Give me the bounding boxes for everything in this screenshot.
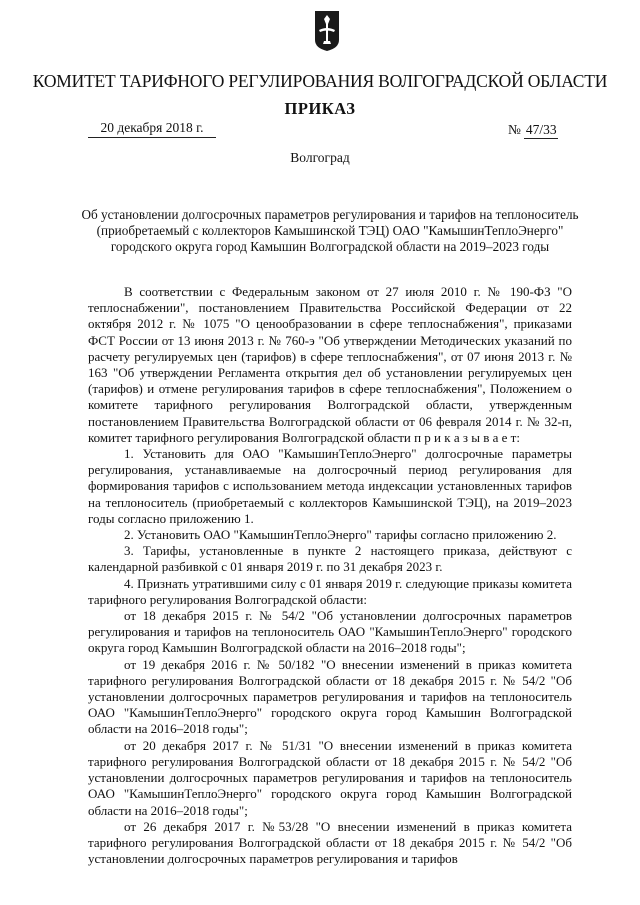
number-value: 47/33: [525, 122, 557, 137]
paragraph: 2. Установить ОАО "КамышинТеплоЭнерго" тарифы согласно приложению 2.: [124, 527, 557, 543]
document-type: ПРИКАЗ: [284, 99, 356, 118]
number-label: №: [508, 122, 521, 137]
document-number: [508, 122, 558, 139]
paragraph: 4. Признать утратившими силу с 01 января 2019 г. следующие приказы комитета тарифного регулирования Волгоградской области:: [88, 575, 572, 607]
paragraph: от 19 декабря 2016 г. № 50/182 "О внесении изменений в приказ комитета тарифного регулирования Волгоградской области от 18 декабря 2015 г. № 54/2 "Об установлении долгосрочных параметров регулирования и тарифов на теплоноситель ОАО "КамышинТеплоЭнерго" городского округа город Камышин Волгоградской области на 2016–2018 годы";: [88, 656, 572, 737]
organization-name: КОМИТЕТ ТАРИФНОГО РЕГУЛИРОВАНИЯ ВОЛГОГРАДСКОЙ ОБЛАСТИ: [32, 71, 608, 91]
paragraph: от 18 декабря 2015 г. № 54/2 "Об установлении долгосрочных параметров регулирования и тарифов на теплоноситель ОАО "КамышинТеплоЭнерго" городского округа город Камышин Волгоградской области на 2016–2018 годы";: [88, 608, 572, 656]
paragraph: 1. Установить для ОАО "КамышинТеплоЭнерго" долгосрочные параметры регулирования, устанавливаемые на долгосрочный период регулирования для формирования тарифов с использованием метода индексации установленных тарифов на теплоноситель (приобретаемый с коллекторов Камышинской ТЭЦ), на 2019–2023 годы согласно приложению 1.: [88, 446, 572, 526]
paragraph: от 26 декабря 2017 г. №53/28 "О внесении изменений в приказ комитета тарифного регулирования Волгоградской области от 18 декабря 2015 г. № 54/2 "Об установлении долгосрочных параметров регулирования и тарифов: [88, 818, 572, 867]
city: Волгоград: [290, 150, 350, 165]
paragraph: В соответствии с Федеральным законом от 27 июля 2010 г. № 190-ФЗ "О теплоснабжении", постановлением Правительства Российской Федерации от 22 октября 2012 г. № 1075 "О ценообразовании в сфере теплоснабжения", приказами ФСТ России от 13 июня 2013 г. № 760-э "Об утверждении Методических указаний по расчету регулируемых цен (тарифов) в сфере теплоснабжения", от 07 июня 2013 г. № 163 "Об утверждении Регламента открытия дел об установлении регулируемых цен (тарифов) и отмене регулирования тарифов в сфере теплоснабжения", Положением о комитете тарифного регулирования Волгоградской области, утвержденным постановлением Правительства Волгоградской области от 06 февраля 2014 г. № 32-п, комитет тарифного регулирования Волгоградской области п р и к а з ы в а е т:: [88, 284, 572, 445]
paragraph: от 20 декабря 2017 г. № 51/31 "О внесении изменений в приказ комитета тарифного регулирования Волгоградской области от 18 декабря 2015 г. № 54/2 "Об установлении долгосрочных параметров регулирования и тарифов на теплоноситель ОАО "КамышинТеплоЭнерго" городского округа город Камышин Волгоградской области на 2016–2018 годы";: [88, 737, 572, 818]
coat-of-arms-icon: [314, 10, 340, 52]
paragraph: 3. Тарифы, установленные в пункте 2 настоящего приказа, действуют с календарной разбивкой с 01 января 2019 г. по 31 декабря 2023 г.: [88, 543, 572, 575]
document-date: 20 декабря 2018 г.: [88, 120, 216, 138]
document-subject: Об установлении долгосрочных параметров регулирования и тарифов на теплоноситель (приобретаемый с коллекторов Камышинской ТЭЦ) ОАО "КамышинТеплоЭнерго" городского округа город Камышин Волгоградской области на 2019–2023 годы: [81, 207, 579, 254]
document-body: [88, 284, 572, 867]
